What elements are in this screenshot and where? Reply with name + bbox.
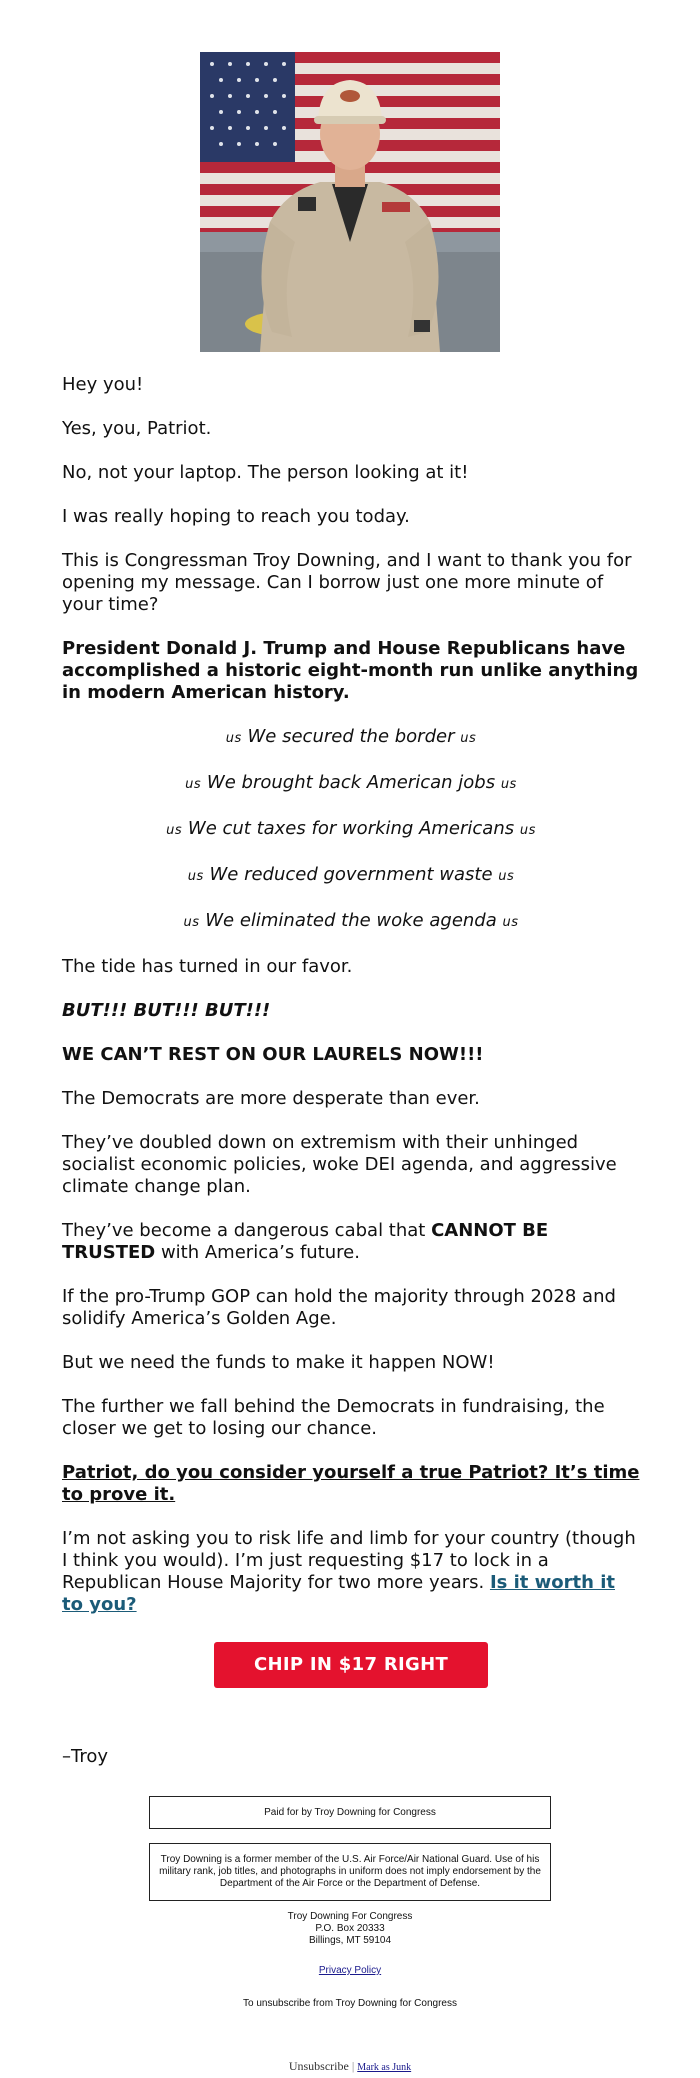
funds-paragraph: But we need the funds to make it happen NOW! <box>62 1352 495 1373</box>
worth-it-link[interactable]: Is it worth it to you? <box>62 1572 616 1615</box>
intro-paragraph: This is Congressman Troy Downing, and I want to thank you for opening my message. Can I borrow just one more minute of your time? <box>62 550 632 615</box>
unsubscribe-row <box>0 2059 700 2074</box>
address-line: P.O. Box 20333 <box>315 1923 385 1934</box>
majority-paragraph: If the pro-Trump GOP can hold the majority through 2028 and solidify America’s Golden Age. <box>62 1286 616 1329</box>
email-body <box>62 374 640 1790</box>
chip-in-button[interactable]: CHIP IN $17 RIGHT NOW <box>214 1642 488 1688</box>
accomplishment-text: We cut taxes for working Americans <box>187 818 515 839</box>
tide-paragraph: The tide has turned in our favor. <box>62 956 353 977</box>
privacy-policy-link[interactable]: Privacy Policy <box>318 1965 382 1976</box>
ask-text: I’m not asking you to risk life and limb for your country (though I think you would). I’m just requesting $17 to lock in a Republican House Majority for two more years. <box>62 1528 636 1593</box>
accomplishment-text: We brought back American jobs <box>206 772 496 793</box>
flag-icon: us <box>519 823 536 838</box>
true-patriot-heading: Patriot, do you consider yourself a true Patriot? It’s time to prove it. <box>62 1462 640 1505</box>
flag-icon: us <box>460 731 477 746</box>
link-separator: | <box>351 2059 355 2073</box>
but-line: BUT!!! BUT!!! BUT!!! <box>62 1000 271 1021</box>
address-line: Troy Downing For Congress <box>287 1911 413 1922</box>
disclaimer-box: Troy Downing is a former member of the U.S. Air Force/Air National Guard. Use of his military rank, job titles, and photographs in uniform does not imply endorsement by the Department of the Air Force or the Department of Defense. <box>149 1843 551 1901</box>
flag-icon: us <box>185 777 202 792</box>
greeting-line: Yes, you, Patriot. <box>62 418 212 439</box>
flag-icon: us <box>183 915 200 930</box>
cabal-prefix: They’ve become a dangerous cabal that <box>62 1220 432 1241</box>
flag-icon: us <box>502 915 519 930</box>
mark-as-junk-link[interactable]: Mark as Junk <box>357 2062 412 2073</box>
accomplishment-item <box>62 772 640 796</box>
accomplishment-item <box>62 818 640 842</box>
portrait-image <box>200 52 500 352</box>
email-footer <box>0 1796 700 2074</box>
cta-container <box>62 1642 640 1722</box>
unsubscribe-note: To unsubscribe from Troy Downing for Congress <box>243 1998 457 2009</box>
flag-icon: us <box>498 869 515 884</box>
cabal-paragraph <box>62 1220 640 1264</box>
flag-icon: us <box>166 823 183 838</box>
ask-paragraph <box>62 1528 640 1616</box>
signoff: –Troy <box>62 1746 109 1767</box>
cabal-emphasis: CANNOT BE TRUSTED <box>62 1220 549 1263</box>
accomplishment-text: We eliminated the woke agenda <box>205 910 497 931</box>
paid-for-box: Paid for by Troy Downing for Congress <box>149 1796 551 1829</box>
accomplishment-text: We reduced government waste <box>209 864 493 885</box>
greeting-line: Hey you! <box>62 374 144 395</box>
flag-icon: us <box>225 731 242 746</box>
laurels-line: WE CAN’T REST ON OUR LAURELS NOW!!! <box>62 1044 484 1065</box>
desperate-paragraph: The Democrats are more desperate than ever. <box>62 1088 480 1109</box>
flag-icon: us <box>187 869 204 884</box>
accomplishment-item <box>62 910 640 934</box>
mailing-address <box>0 1911 700 1947</box>
accomplishment-text: We secured the border <box>247 726 455 747</box>
accomplishment-item <box>62 864 640 888</box>
headline: President Donald J. Trump and House Republicans have accomplished a historic eight-month run unlike anything in modern American history. <box>62 638 639 703</box>
accomplishment-item <box>62 726 640 750</box>
further-paragraph: The further we fall behind the Democrats in fundraising, the closer we get to losing our chance. <box>62 1396 605 1439</box>
cabal-suffix: with America’s future. <box>155 1242 360 1263</box>
flag-icon: us <box>500 777 517 792</box>
address-line: Billings, MT 59104 <box>308 1935 392 1946</box>
unsubscribe-link[interactable]: Unsubscribe <box>288 2059 349 2073</box>
doubled-paragraph: They’ve doubled down on extremism with their unhinged socialist economic policies, woke DEI agenda, and aggressive climate change plan. <box>62 1132 617 1197</box>
privacy-row <box>0 1965 700 1976</box>
hero-photo <box>200 52 500 352</box>
greeting-line: I was really hoping to reach you today. <box>62 506 410 527</box>
greeting-line: No, not your laptop. The person looking at it! <box>62 462 469 483</box>
